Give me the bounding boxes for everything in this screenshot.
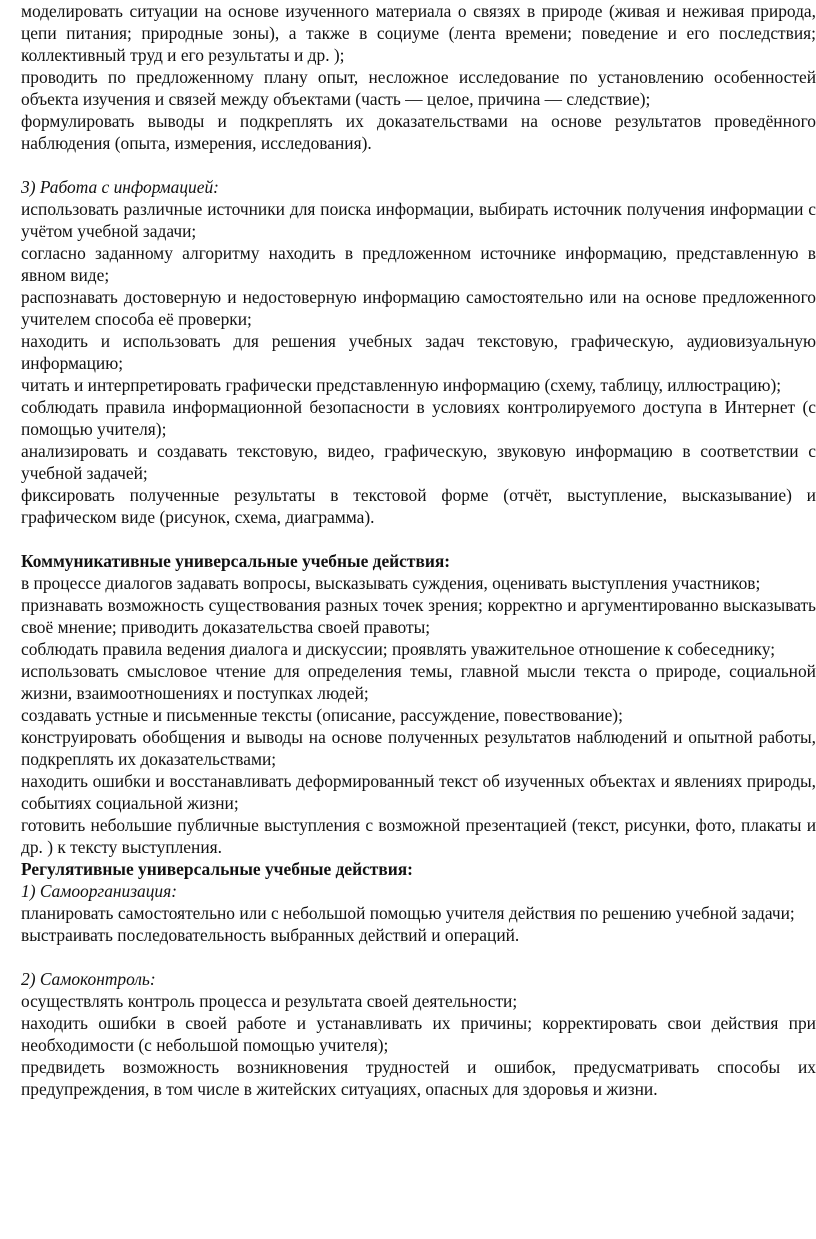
paragraph: конструировать обобщения и выводы на основе полученных результатов наблюдений и опытной работы, подкреплять их доказательствами; — [21, 727, 816, 769]
paragraph: распознавать достоверную и недостоверную информацию самостоятельно или на основе предложенного учителем способа её проверки; — [21, 287, 816, 329]
section-subheading-info-work: 3) Работа с информацией: — [21, 177, 219, 197]
paragraph: в процессе диалогов задавать вопросы, высказывать суждения, оценивать выступления участников; — [21, 573, 761, 593]
paragraph: осуществлять контроль процесса и результата своей деятельности; — [21, 991, 518, 1011]
paragraph: готовить небольшие публичные выступления с возможной презентацией (текст, рисунки, фото, плакаты и др. ) к тексту выступления. — [21, 815, 816, 857]
paragraph: моделировать ситуации на основе изученного материала о связях в природе (живая и неживая природа, цепи питания; природные зоны), а также в социуме (лента времени; поведение и его последствия; коллективный труд и его результаты и др. ); — [21, 1, 816, 65]
paragraph: фиксировать полученные результаты в текстовой форме (отчёт, выступление, высказывание) и графическом виде (рисунок, схема, диаграмма). — [21, 485, 816, 527]
document-page — [21, 0, 816, 1100]
paragraph: использовать смысловое чтение для определения темы, главной мысли текста о природе, социальной жизни, взаимоотношениях и поступках людей; — [21, 661, 816, 703]
spacer — [21, 528, 816, 550]
paragraph: находить ошибки в своей работе и устанавливать их причины; корректировать свои действия при необходимости (с небольшой помощью учителя); — [21, 1013, 816, 1055]
paragraph: выстраивать последовательность выбранных действий и операций. — [21, 925, 520, 945]
spacer — [21, 154, 816, 176]
paragraph: создавать устные и письменные тексты (описание, рассуждение, повествование); — [21, 705, 623, 725]
paragraph: планировать самостоятельно или с небольшой помощью учителя действия по решению учебной задачи; — [21, 903, 795, 923]
paragraph: соблюдать правила информационной безопасности в условиях контролируемого доступа в Интернет (с помощью учителя); — [21, 397, 816, 439]
spacer — [21, 946, 816, 968]
paragraph: читать и интерпретировать графически представленную информацию (схему, таблицу, иллюстрацию); — [21, 375, 782, 395]
section-heading-communicative: Коммуникативные универсальные учебные действия: — [21, 551, 451, 571]
paragraph: анализировать и создавать текстовую, видео, графическую, звуковую информацию в соответствии с учебной задачей; — [21, 441, 816, 483]
paragraph: формулировать выводы и подкреплять их доказательствами на основе результатов проведённого наблюдения (опыта, измерения, исследования). — [21, 111, 816, 153]
paragraph: находить ошибки и восстанавливать деформированный текст об изученных объектах и явлениях природы, событиях социальной жизни; — [21, 771, 816, 813]
section-heading-regulative: Регулятивные универсальные учебные действия: — [21, 859, 413, 879]
paragraph: находить и использовать для решения учебных задач текстовую, графическую, аудиовизуальную информацию; — [21, 331, 816, 373]
paragraph: проводить по предложенному плану опыт, несложное исследование по установлению особенностей объекта изучения и связей между объектами (часть — целое, причина — следствие); — [21, 67, 816, 109]
paragraph: признавать возможность существования разных точек зрения; корректно и аргументированно высказывать своё мнение; приводить доказательства своей правоты; — [21, 595, 816, 637]
paragraph: использовать различные источники для поиска информации, выбирать источник получения информации с учётом учебной задачи; — [21, 199, 816, 241]
paragraph: соблюдать правила ведения диалога и дискуссии; проявлять уважительное отношение к собеседнику; — [21, 639, 776, 659]
section-subheading-self-organization: 1) Самоорганизация: — [21, 881, 177, 901]
paragraph: согласно заданному алгоритму находить в предложенном источнике информацию, представленную в явном виде; — [21, 243, 816, 285]
paragraph: предвидеть возможность возникновения трудностей и ошибок, предусматривать способы их предупреждения, в том числе в житейских ситуациях, опасных для здоровья и жизни. — [21, 1057, 816, 1099]
section-subheading-self-control: 2) Самоконтроль: — [21, 969, 156, 989]
